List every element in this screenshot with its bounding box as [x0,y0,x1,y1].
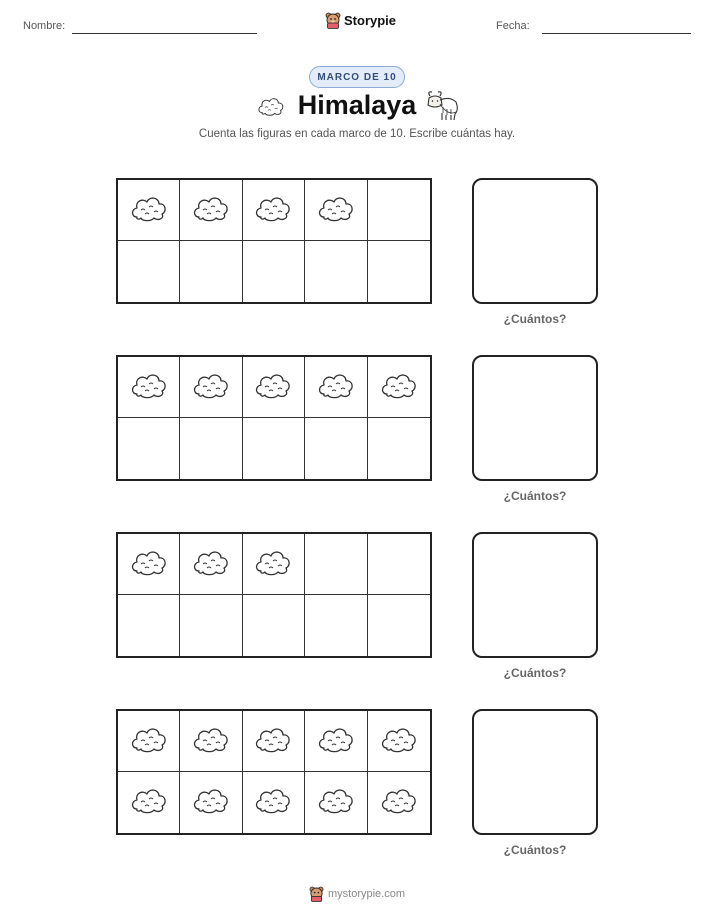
instructions: Cuenta las figuras en cada marco de 10. Escribe cuántas hay. [198,128,516,140]
cloud-icon [191,547,231,582]
cloud-icon [253,785,293,820]
name-label: Nombre: [23,20,66,32]
cloud-icon [316,370,356,405]
ten-frame-1 [116,178,432,304]
frame-cell [243,772,305,833]
frame-cell [118,534,180,595]
storypie-bear-icon [325,12,341,29]
cloud-icon [316,785,356,820]
ten-frame-4 [116,709,432,835]
ten-frame-3 [116,532,432,658]
frame-cell [305,772,367,833]
cloud-icon [129,547,169,582]
cloud-icon [379,724,419,759]
frame-cell [368,711,430,772]
page-title: Himalaya [297,90,417,120]
cloud-icon [253,370,293,405]
cloud-icon [379,370,419,405]
frame-cell [118,241,180,302]
answer-box-1[interactable] [472,178,598,304]
frame-cell [368,180,430,241]
frame-cell [368,595,430,656]
answer-box-4[interactable] [472,709,598,835]
frame-cell [180,180,242,241]
cloud-icon [253,547,293,582]
ten-frame-2 [116,355,432,481]
frame-cell [118,595,180,656]
frame-cell [368,357,430,418]
cloud-icon [191,724,231,759]
cloud-icon [191,370,231,405]
answer-box-3[interactable] [472,532,598,658]
logo-text: Storypie [344,13,397,28]
cloud-icon [253,193,293,228]
frame-cell [368,772,430,833]
frame-cell [243,418,305,479]
footer-url: mystorypie.com [327,888,406,900]
worksheet-type-badge: MARCO DE 10 [309,66,405,88]
frame-cell [118,772,180,833]
frame-cell [180,357,242,418]
frame-cell [180,241,242,302]
frame-cell [368,241,430,302]
frame-cell [118,357,180,418]
frame-cell [180,418,242,479]
cloud-icon [129,785,169,820]
answer-label-4: ¿Cuántos? [503,843,567,857]
frame-cell [243,534,305,595]
cloud-icon [379,785,419,820]
frame-cell [118,180,180,241]
date-label: Fecha: [496,20,530,32]
cloud-icon [129,193,169,228]
frame-cell [180,711,242,772]
frame-cell [180,772,242,833]
frame-cell [118,418,180,479]
frame-cell [243,711,305,772]
answer-label-3: ¿Cuántos? [503,666,567,680]
frame-cell [305,418,367,479]
frame-cell [243,180,305,241]
answer-label-1: ¿Cuántos? [503,312,567,326]
name-field[interactable] [72,33,257,34]
cloud-icon [129,370,169,405]
frame-cell [243,595,305,656]
cloud-icon [316,193,356,228]
cloud-icon [191,193,231,228]
cloud-icon [316,724,356,759]
cloud-icon [129,724,169,759]
frame-cell [368,534,430,595]
frame-cell [305,534,367,595]
cloud-icon [191,785,231,820]
storypie-logo [325,12,396,29]
frame-cell [305,241,367,302]
storypie-bear-icon [309,886,324,902]
cloud-icon [253,724,293,759]
answer-label-2: ¿Cuántos? [503,489,567,503]
answer-box-2[interactable] [472,355,598,481]
frame-cell [305,711,367,772]
frame-cell [368,418,430,479]
frame-cell [305,357,367,418]
frame-cell [243,357,305,418]
frame-cell [305,180,367,241]
date-field[interactable] [542,33,691,34]
frame-cell [118,711,180,772]
frame-cell [305,595,367,656]
footer [0,886,714,902]
frame-cell [180,595,242,656]
frame-cell [243,241,305,302]
yak-icon [424,90,460,122]
frame-cell [180,534,242,595]
